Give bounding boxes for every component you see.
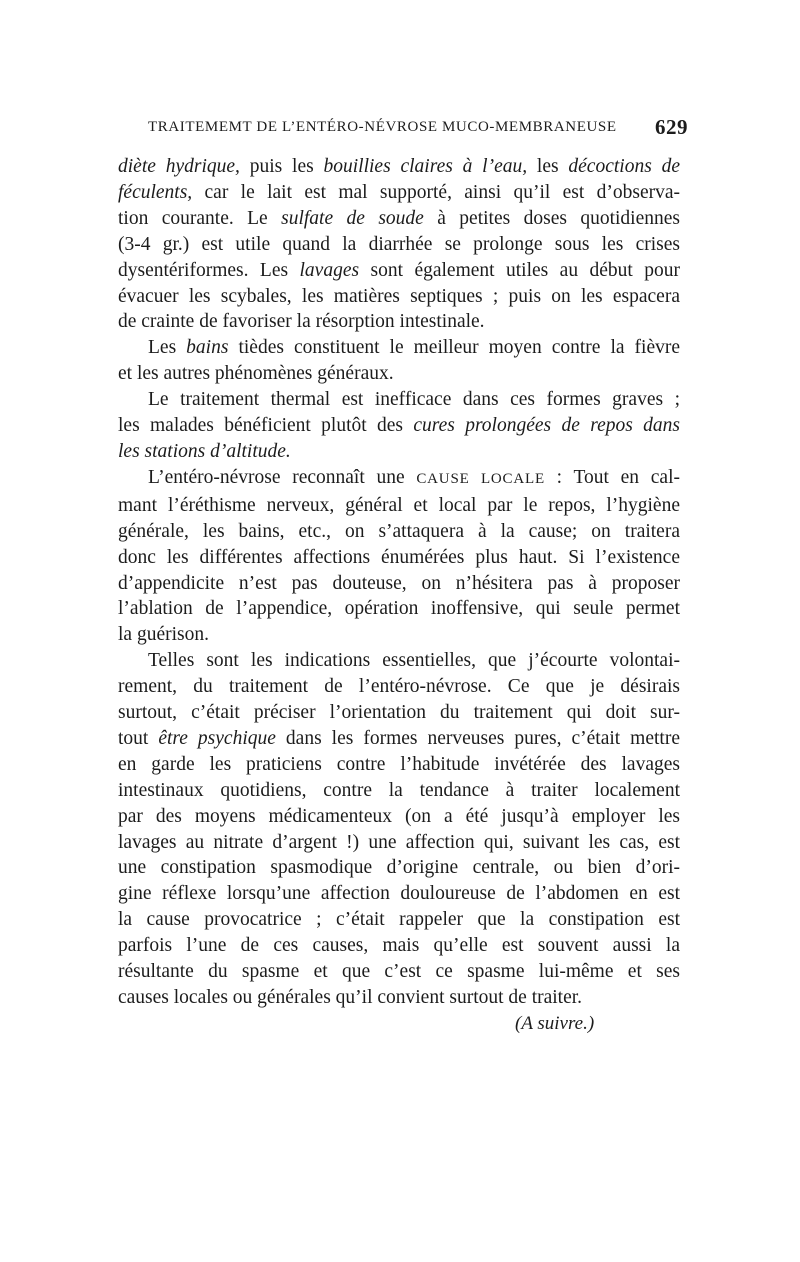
text-line: par des moyens médicamenteux (on a été jusqu’à employer les [118, 805, 680, 827]
text-line: Les bains tièdes constituent le meilleur moyen contre la fièvre [148, 337, 680, 359]
text-line: tout être psychique dans les formes nerveuses pures, c’était mettre [118, 727, 680, 749]
main-text [118, 154, 680, 1011]
text-line: surtout, c’était préciser l’orientation du traitement qui doit sur- [118, 702, 680, 724]
text-line: lavages au nitrate d’argent !) une affection qui, suivant les cas, est [118, 831, 680, 853]
text-line: une constipation spasmodique d’origine centrale, ou bien d’ori- [118, 857, 680, 879]
text-line: intestinaux quotidiens, contre la tendance à traiter localement [118, 779, 680, 801]
text-line: Le traitement thermal est inefficace dans ces formes graves ; [148, 389, 680, 411]
text-line: Telles sont les indications essentielles, que j’écourte volontai- [148, 650, 680, 672]
text-line: gine réflexe lorsqu’une affection douloureuse de l’abdomen en est [118, 883, 680, 905]
text-line: diète hydrique, puis les bouillies claires à l’eau, les décoctions de [118, 156, 681, 177]
text-line: générale, les bains, etc., on s’attaquera à la cause; on traitera [118, 520, 680, 542]
text-line: mant l’éréthisme nerveux, général et local par le repos, l’hygiène [118, 494, 680, 516]
text-line: donc les différentes affections énumérées plus haut. Si l’existence [118, 546, 680, 568]
text-line: tion courante. Le sulfate de soude à petites doses quotidiennes [118, 207, 681, 229]
text-line: les malades bénéficient plutôt des cures prolongées de repos dans [118, 415, 680, 437]
running-title: TRAITEMEMT DE L’ENTÉRO-NÉVROSE MUCO-MEMBRANEUSE [148, 119, 617, 135]
text-line: de crainte de favoriser la résorption intestinale. [118, 311, 485, 333]
text-line: parfois l’une de ces causes, mais qu’elle est souvent aussi la [118, 935, 680, 957]
text-line: et les autres phénomènes généraux. [118, 363, 394, 385]
text-line: la cause provocatrice ; c’était rappeler que la constipation est [118, 909, 680, 931]
text-line: causes locales ou générales qu’il convient surtout de traiter. [118, 987, 583, 1008]
text-line: rement, du traitement de l’entéro-névrose. Ce que je désirais [118, 676, 680, 698]
text-line: les stations d’altitude. [118, 440, 291, 462]
text-line: la guérison. [118, 624, 209, 646]
text-line: évacuer les scybales, les matières septiques ; puis on les espacera [118, 285, 680, 307]
to-be-continued-note: (A suivre.) [515, 1013, 595, 1034]
text-line: l’ablation de l’appendice, opération inoffensive, qui seule permet [118, 598, 680, 620]
text-line: d’appendicite n’est pas douteuse, on n’hésitera pas à proposer [118, 572, 680, 594]
text-line: féculents, car le lait est mal supporté, ainsi qu’il est d’observa- [118, 181, 680, 203]
page-header [148, 117, 688, 139]
text-line: en garde les praticiens contre l’habitude invétérée des lavages [118, 753, 680, 775]
text-line: L’entéro-névrose reconnaît une CAUSE LOCALE : Tout en cal- [148, 466, 681, 488]
page-number: 629 [655, 115, 688, 139]
text-line: résultante du spasme et que c’est ce spasme lui-même et ses [118, 961, 680, 983]
text-line: (3-4 gr.) est utile quand la diarrhée se prolonge sous les crises [118, 233, 680, 255]
text-line: dysentériformes. Les lavages sont également utiles au début pour [118, 259, 680, 281]
